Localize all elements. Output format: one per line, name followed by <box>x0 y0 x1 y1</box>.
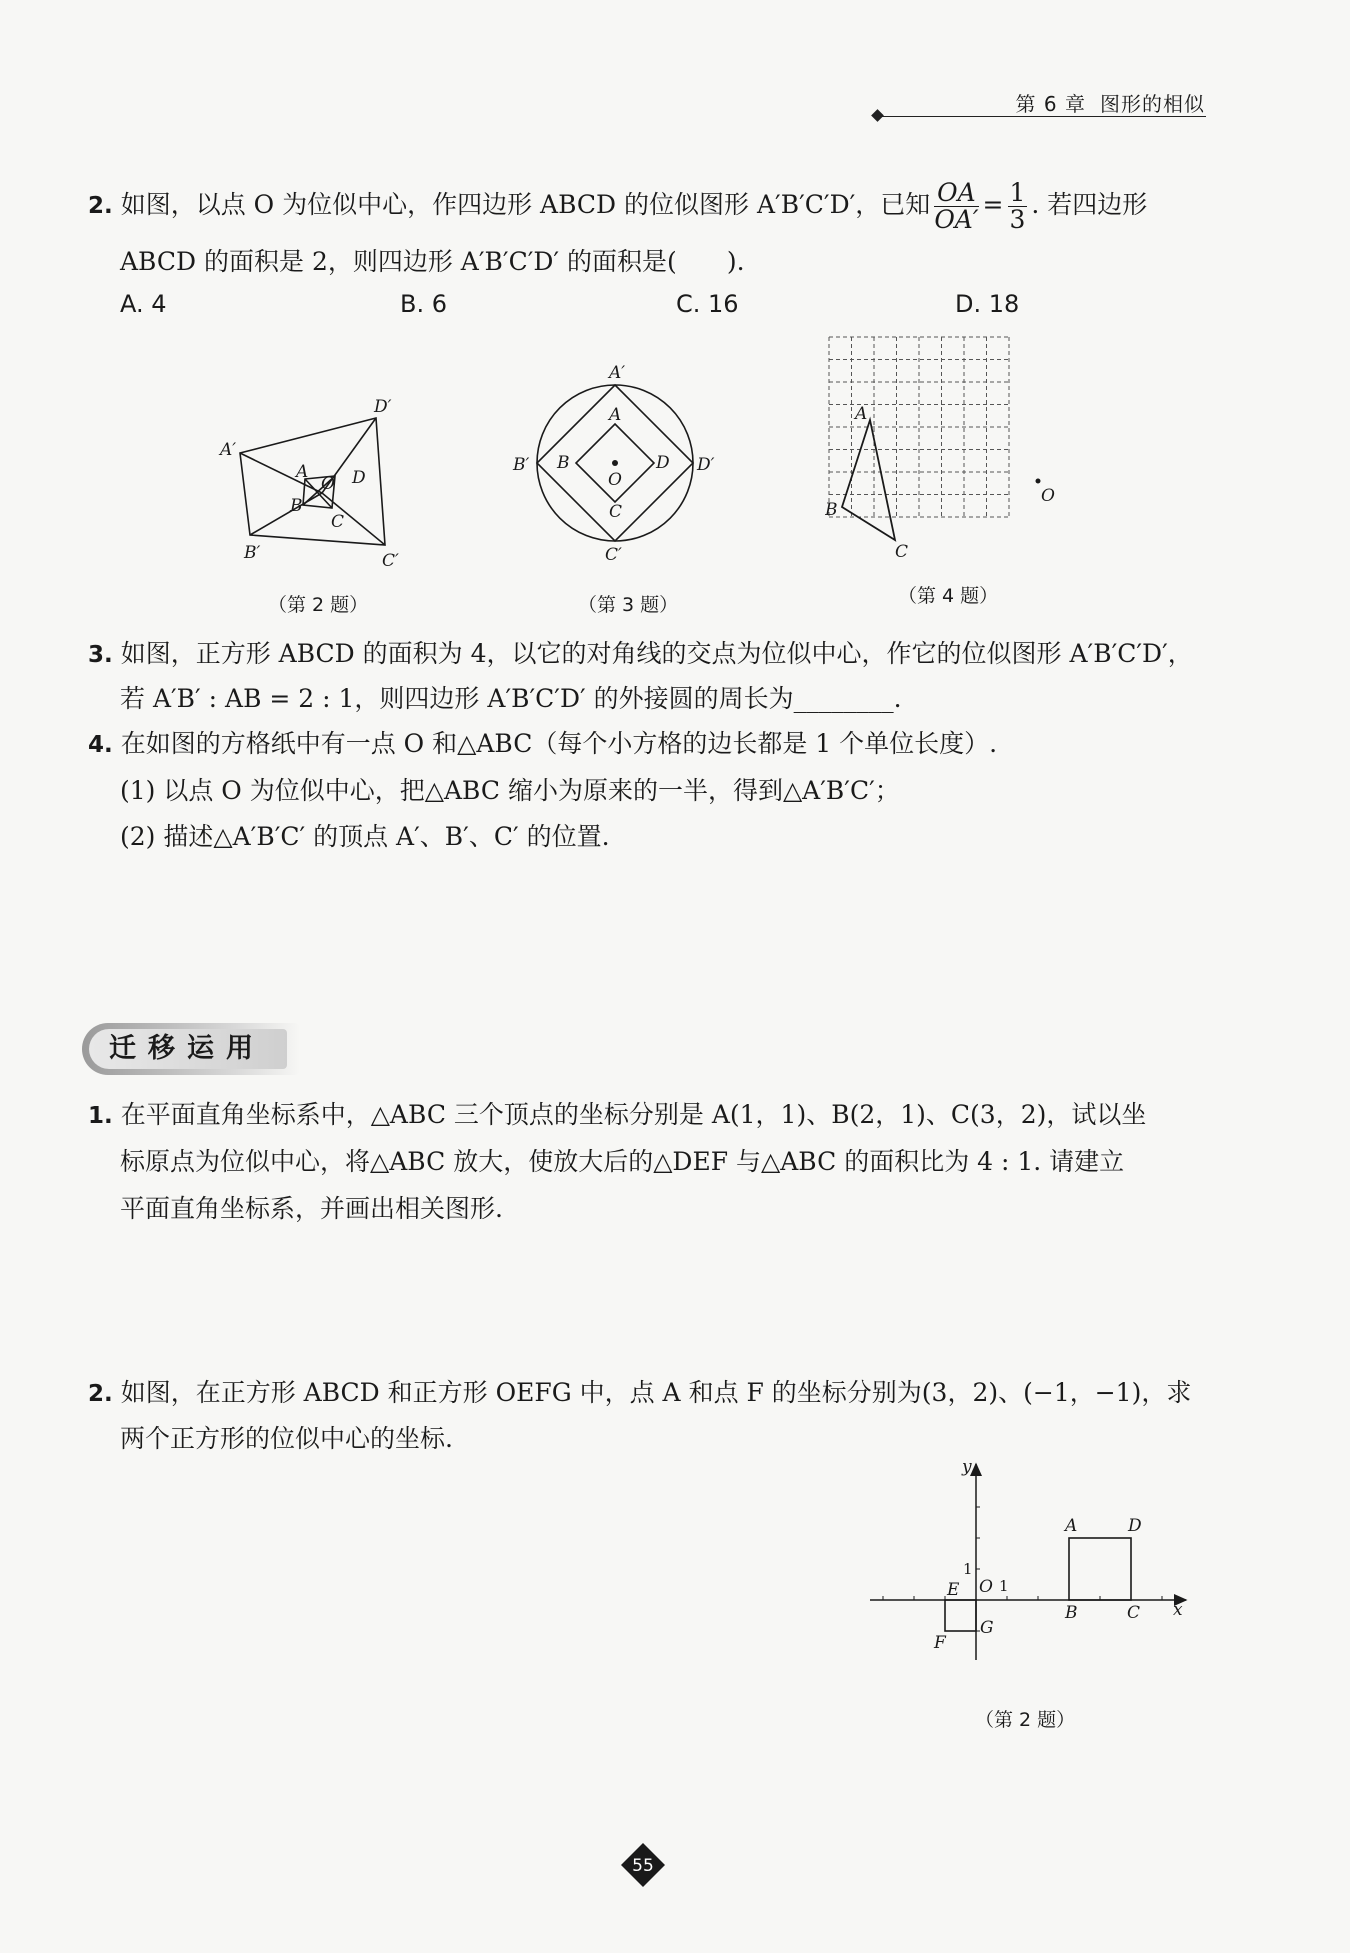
label-b: B <box>557 453 570 473</box>
label-e: E <box>947 1580 960 1600</box>
label-g: G <box>980 1618 994 1638</box>
q2-option-c: C. 16 <box>676 290 739 318</box>
fraction-numerator: OA <box>934 180 978 207</box>
q2-line-2: ABCD 的面积是 2，则四边形 A′B′C′D′ 的面积是( ). <box>120 247 745 276</box>
label-d: D <box>656 453 670 473</box>
q3-line-1 <box>88 637 1193 672</box>
figure-q4 <box>825 335 1075 575</box>
label-d: D <box>352 468 366 488</box>
q4-number: 4. <box>88 732 113 758</box>
label-a1: A′ <box>609 363 626 383</box>
q3-line-2: 若 A′B′ : AB = 2 : 1，则四边形 A′B′C′D′ 的外接圆的周长为________. <box>120 684 902 713</box>
label-one-x: 1 <box>999 1577 1009 1595</box>
label-a: A <box>1065 1516 1078 1536</box>
caption-fig-b2: （第 2 题） <box>975 1709 1076 1731</box>
label-d: D <box>1128 1516 1142 1536</box>
label-a1: A′ <box>220 440 237 460</box>
q4-line-2: (1) 以点 O 为位似中心，把△ABC 缩小为原来的一半，得到△A′B′C′； <box>120 776 900 805</box>
b1-line-2: 标原点为位似中心，将△ABC 放大，使放大后的△DEF 与△ABC 的面积比为 4 : 1. 请建立 <box>120 1147 1125 1176</box>
q2-fraction <box>934 180 978 233</box>
grid <box>829 337 1009 517</box>
caption-fig2: （第 2 题） <box>268 594 369 616</box>
b2-number: 2. <box>88 1381 113 1407</box>
header-rule <box>880 116 1206 117</box>
label-b: B <box>290 496 303 516</box>
label-d1: D′ <box>697 455 715 475</box>
center-dot <box>612 460 618 466</box>
label-c: C <box>331 512 345 532</box>
q2-option-b: B. 6 <box>400 290 447 318</box>
q2-option-d: D. 18 <box>955 290 1020 318</box>
square-oefg <box>945 1600 976 1631</box>
section-title: 迁移运用 <box>89 1029 287 1069</box>
b1-number: 1. <box>88 1103 113 1129</box>
q4-line-3: (2) 描述△A′B′C′ 的顶点 A′、B′、C′ 的位置. <box>120 822 610 851</box>
q4-text-1: 在如图的方格纸中有一点 O 和△ABC（每个小方格的边长都是 1 个单位长度）. <box>120 729 998 758</box>
point-o <box>1036 479 1041 484</box>
label-c: C <box>1127 1603 1141 1623</box>
label-a: A <box>296 462 309 482</box>
label-o: O <box>979 1577 993 1597</box>
label-b: B <box>1065 1603 1078 1623</box>
page-number: 55 <box>632 1856 654 1876</box>
label-o: O <box>608 470 622 490</box>
label-b1: B′ <box>244 543 261 563</box>
q2-text-b: . 若四边形 <box>1031 190 1148 219</box>
label-y: y <box>962 1457 972 1477</box>
label-b1: B′ <box>513 455 530 475</box>
figure-q2 <box>210 390 420 570</box>
q2-text-a: 如图，以点 O 为位似中心，作四边形 ABCD 的位似图形 A′B′C′D′，已知 <box>120 190 931 219</box>
q2-number: 2. <box>88 193 113 219</box>
figure-b2 <box>860 1450 1200 1690</box>
label-c1: C′ <box>605 545 622 565</box>
label-a: A <box>855 404 868 424</box>
label-d1: D′ <box>374 397 392 417</box>
label-one-y: 1 <box>963 1560 973 1578</box>
q2-option-a: A. 4 <box>120 290 167 318</box>
equals-sign: = <box>982 190 1004 219</box>
label-c: C <box>609 502 623 522</box>
b2-text-1: 如图，在正方形 ABCD 和正方形 OEFG 中，点 A 和点 F 的坐标分别为(3，2)、(−1，−1)，求 <box>120 1378 1192 1407</box>
q2-line-1 <box>88 180 1147 233</box>
fraction-denominator: OA′ <box>934 205 979 234</box>
caption-fig3: （第 3 题） <box>578 594 679 616</box>
q3-text-1: 如图，正方形 ABCD 的面积为 4，以它的对角线的交点为位似中心，作它的位似图形 A′B′C′D′， <box>120 639 1193 668</box>
q4-line-1 <box>88 727 997 762</box>
label-o: O <box>321 474 335 494</box>
square-abcd <box>1069 1538 1131 1600</box>
fraction2-numerator: 1 <box>1009 178 1026 207</box>
label-o: O <box>1041 486 1055 506</box>
chapter-title: 图形的相似 <box>1100 92 1205 116</box>
label-c1: C′ <box>382 551 399 570</box>
fraction2-denominator: 3 <box>1009 205 1026 234</box>
figure-q3 <box>505 360 735 570</box>
b1-line-3: 平面直角坐标系，并画出相关图形. <box>120 1194 503 1223</box>
label-x: x <box>1173 1600 1183 1620</box>
b2-line-2: 两个正方形的位似中心的坐标. <box>120 1424 453 1453</box>
q2-fraction-2 <box>1008 180 1028 233</box>
label-f: F <box>934 1633 946 1653</box>
label-a: A <box>609 405 622 425</box>
triangle-abc <box>842 420 895 540</box>
q3-number: 3. <box>88 642 113 668</box>
caption-fig4: （第 4 题） <box>898 585 999 607</box>
axis-ticks <box>883 1507 1162 1631</box>
page-number-badge <box>621 1843 665 1887</box>
label-c: C <box>895 542 909 562</box>
chapter-number: 第 6 章 <box>1015 92 1086 116</box>
b1-text-1: 在平面直角坐标系中，△ABC 三个顶点的坐标分别是 A(1，1)、B(2，1)、C(3，2)，试以坐 <box>120 1100 1147 1129</box>
running-header <box>1002 88 1205 117</box>
section-banner <box>82 1023 300 1075</box>
b1-line-1 <box>88 1098 1146 1133</box>
label-b: B <box>825 500 838 520</box>
b2-line-1 <box>88 1376 1191 1411</box>
